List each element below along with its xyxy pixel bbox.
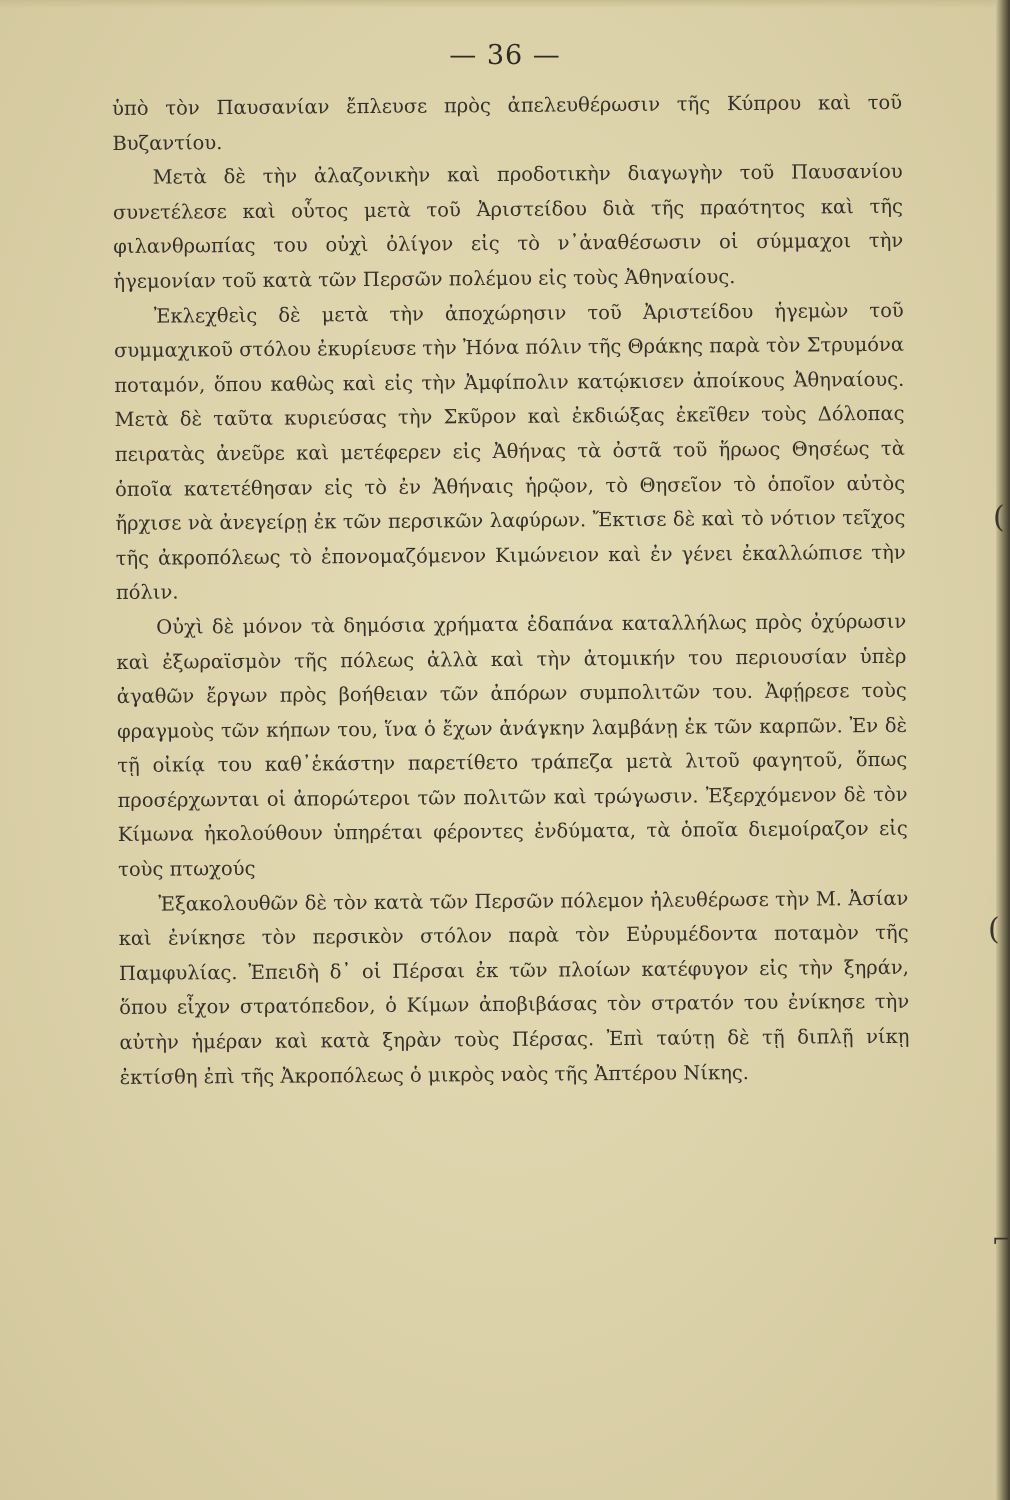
page-binding-edge — [996, 0, 1010, 1500]
page-top-shadow — [0, 0, 1010, 8]
margin-bracket-mark: ( — [988, 912, 1000, 947]
paragraph-election: Ἐκλεχθεὶς δὲ μετὰ τὴν ἀποχώρησιν τοῦ Ἀριστείδου ἡγεμὼν τοῦ συμμαχικοῦ στόλου ἐκυρίευσε τὴν Ἠόνα πόλιν τῆς Θράκης παρὰ τὸν Στρυμόνα ποταμόν, ὅπου καθὼς καὶ εἰς τὴν Ἀμφίπολιν κατῴκισεν ἀποίκους Ἀθηναίους. Μετὰ δὲ ταῦτα κυριεύσας τὴν Σκῦρον καὶ ἐκδιώξας ἐκεῖθεν τοὺς Δόλοπας πειρατὰς ἀνεῦρε καὶ μετέφερεν εἰς Ἀθήνας τὰ ὀστᾶ τοῦ ἥρωος Θησέως τὰ ὁποῖα κατετέθησαν εἰς τὸ ἐν Ἀθήναις ἡρῷον, τὸ Θησεῖον τὸ ὁποῖον αὐτὸς ἤρχισε νὰ ἀνεγείρῃ ἐκ τῶν περσικῶν λαφύρων. Ἔκτισε δὲ καὶ τὸ νότιον τεῖχος τῆς ἀκροπόλεως τὸ ἐπονομαζόμενον Κιμώνειον καὶ ἐν γένει ἐκαλλώπισε τὴν πόλιν. — [113, 298, 906, 605]
paragraph-pausanias: Μετὰ δὲ τὴν ἀλαζονικὴν καὶ προδοτικὴν διαγωγὴν τοῦ Παυσανίου συνετέλεσε καὶ οὗτος μετὰ τοῦ Ἀριστείδου διὰ τῆς πραότητος καὶ τῆς φιλανθρωπίας του οὐχὶ ὀλίγον εἰς τὸ ν᾽ἀναθέσωσιν οἱ σύμμαχοι τὴν ἡγεμονίαν τοῦ κατὰ τῶν Περσῶν πολέμου εἰς τοὺς Ἀθηναίους. — [112, 159, 904, 293]
paragraph-generosity: Οὐχὶ δὲ μόνον τὰ δημόσια χρήματα ἐδαπάνα καταλλήλως πρὸς ὀχύρωσιν καὶ ἐξωραϊσμὸν τῆς πόλεως ἀλλὰ καὶ τὴν ἀτομικήν του περιουσίαν ὑπὲρ ἀγαθῶν ἔργων πρὸς βοήθειαν τῶν ἀπόρων συμπολιτῶν του. Ἀφῄρεσε τοὺς φραγμοὺς τῶν κήπων του, ἵνα ὁ ἔχων ἀνάγκην λαμβάνῃ ἐκ τῶν καρπῶν. Ἐν δὲ τῇ οἰκίᾳ του καθ᾽ἑκάστην παρετίθετο τράπεζα μετὰ λιτοῦ φαγητοῦ, ὅπως προσέρχωνται οἱ ἀπορώτεροι τῶν πολιτῶν καὶ τρώγωσιν. Ἐξερχόμενον δὲ τὸν Κίμωνα ἠκολούθουν ὑπηρέται φέροντες ἐνδύματα, τὰ ὁποῖα διεμοίραζον εἰς τοὺς πτωχούς — [116, 609, 908, 882]
body-text — [112, 86, 910, 1095]
margin-bracket-mark: ( — [993, 500, 1005, 535]
paragraph-continuation: ὑπὸ τὸν Παυσανίαν ἔπλευσε πρὸς ἀπελευθέρωσιν τῆς Κύπρου καὶ τοῦ Βυζαντίου. — [112, 90, 903, 155]
paragraph-eurymedon: Ἐξακολουθῶν δὲ τὸν κατὰ τῶν Περσῶν πόλεμον ἠλευθέρωσε τὴν Μ. Ἀσίαν καὶ ἐνίκησε τὸν περσικὸν στόλον παρὰ τὸν Εὐρυμέδοντα ποταμὸν τῆς Παμφυλίας. Ἐπειδὴ δ᾽ οἱ Πέρσαι ἐκ τῶν πλοίων κατέφυγον εἰς τὴν ξηράν, ὅπου εἶχον στρατόπεδον, ὁ Κίμων ἀποβιβάσας τὸν στρατόν του ἐνίκησε τὴν αὐτὴν ἡμέραν καὶ κατὰ ξηρὰν τοὺς Πέρσας. Ἐπὶ ταύτῃ δὲ τῇ διπλῇ νίκῃ ἐκτίσθη ἐπὶ τῆς Ἀκροπόλεως ὁ μικρὸς ναὸς τῆς Ἀπτέρου Νίκης. — [118, 886, 910, 1089]
page-number: — 36 — — [449, 40, 561, 71]
margin-tick-mark: ⌐ — [992, 1228, 1010, 1253]
